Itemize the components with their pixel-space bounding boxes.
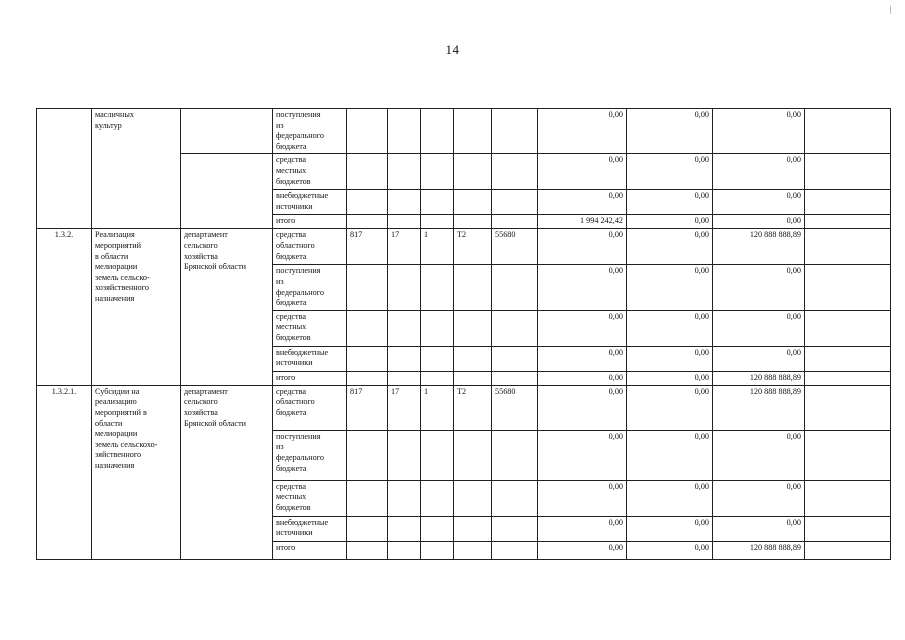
executor-cell: департамент сельского хозяйства Брянской области bbox=[181, 229, 273, 385]
amount-cell: 0,00 bbox=[713, 215, 805, 229]
classification-code-cell bbox=[388, 516, 421, 541]
amount-cell: 0,00 bbox=[627, 215, 713, 229]
classification-code-cell bbox=[421, 371, 454, 385]
classification-code-cell: Т2 bbox=[454, 385, 492, 430]
classification-code-cell bbox=[454, 371, 492, 385]
budget-table bbox=[36, 108, 891, 560]
classification-code-cell bbox=[454, 430, 492, 480]
classification-code-cell bbox=[347, 265, 388, 310]
blank-cell bbox=[805, 371, 891, 385]
classification-code-cell bbox=[421, 541, 454, 559]
blank-cell bbox=[805, 109, 891, 154]
amount-cell: 0,00 bbox=[538, 154, 627, 190]
classification-code-cell bbox=[347, 215, 388, 229]
classification-code-cell bbox=[347, 541, 388, 559]
amount-cell: 0,00 bbox=[538, 109, 627, 154]
table-row bbox=[37, 109, 891, 154]
classification-code-cell bbox=[492, 346, 538, 371]
classification-code-cell bbox=[492, 480, 538, 516]
classification-code-cell bbox=[454, 190, 492, 215]
classification-code-cell bbox=[388, 215, 421, 229]
item-name-cell: Реализация мероприятий в области мелиорации земель сельско- хозяйственного назначения bbox=[92, 229, 181, 385]
item-code-cell bbox=[37, 109, 92, 229]
classification-code-cell bbox=[492, 265, 538, 310]
item-name-cell: масличных культур bbox=[92, 109, 181, 229]
blank-cell bbox=[805, 190, 891, 215]
classification-code-cell bbox=[454, 541, 492, 559]
funding-source-cell: средства местных бюджетов bbox=[273, 154, 347, 190]
amount-cell: 0,00 bbox=[713, 430, 805, 480]
amount-cell: 0,00 bbox=[627, 516, 713, 541]
classification-code-cell bbox=[492, 310, 538, 346]
amount-cell: 120 888 888,89 bbox=[713, 371, 805, 385]
funding-source-cell: итого bbox=[273, 541, 347, 559]
classification-code-cell bbox=[454, 265, 492, 310]
amount-cell: 0,00 bbox=[538, 516, 627, 541]
classification-code-cell: Т2 bbox=[454, 229, 492, 265]
classification-code-cell bbox=[388, 109, 421, 154]
amount-cell: 0,00 bbox=[627, 154, 713, 190]
table-row bbox=[37, 385, 891, 430]
funding-source-cell: внебюджетные источники bbox=[273, 346, 347, 371]
amount-cell: 0,00 bbox=[713, 516, 805, 541]
classification-code-cell bbox=[388, 310, 421, 346]
classification-code-cell bbox=[492, 516, 538, 541]
amount-cell: 0,00 bbox=[538, 430, 627, 480]
scan-mark bbox=[890, 6, 891, 14]
amount-cell: 0,00 bbox=[538, 190, 627, 215]
classification-code-cell bbox=[388, 154, 421, 190]
blank-cell bbox=[805, 310, 891, 346]
amount-cell: 0,00 bbox=[627, 385, 713, 430]
blank-cell bbox=[805, 229, 891, 265]
funding-source-cell: внебюджетные источники bbox=[273, 516, 347, 541]
classification-code-cell bbox=[347, 154, 388, 190]
amount-cell: 0,00 bbox=[538, 385, 627, 430]
classification-code-cell bbox=[388, 190, 421, 215]
item-code-cell: 1.3.2.1. bbox=[37, 385, 92, 559]
classification-code-cell bbox=[454, 310, 492, 346]
blank-cell bbox=[805, 385, 891, 430]
classification-code-cell: 817 bbox=[347, 229, 388, 265]
amount-cell: 0,00 bbox=[627, 346, 713, 371]
funding-source-cell: итого bbox=[273, 215, 347, 229]
executor-cell bbox=[181, 109, 273, 154]
funding-source-cell: поступления из федерального бюджета bbox=[273, 109, 347, 154]
classification-code-cell: 55680 bbox=[492, 229, 538, 265]
amount-cell: 0,00 bbox=[627, 190, 713, 215]
classification-code-cell: 817 bbox=[347, 385, 388, 430]
funding-source-cell: поступления из федерального бюджета bbox=[273, 430, 347, 480]
classification-code-cell bbox=[454, 516, 492, 541]
classification-code-cell: 17 bbox=[388, 229, 421, 265]
amount-cell: 1 994 242,42 bbox=[538, 215, 627, 229]
classification-code-cell bbox=[347, 430, 388, 480]
blank-cell bbox=[805, 215, 891, 229]
amount-cell: 0,00 bbox=[713, 346, 805, 371]
amount-cell: 0,00 bbox=[627, 265, 713, 310]
amount-cell: 0,00 bbox=[538, 310, 627, 346]
classification-code-cell bbox=[492, 541, 538, 559]
amount-cell: 0,00 bbox=[713, 154, 805, 190]
amount-cell: 0,00 bbox=[627, 430, 713, 480]
classification-code-cell bbox=[421, 516, 454, 541]
classification-code-cell bbox=[492, 154, 538, 190]
amount-cell: 0,00 bbox=[538, 480, 627, 516]
classification-code-cell bbox=[388, 541, 421, 559]
amount-cell: 0,00 bbox=[538, 371, 627, 385]
blank-cell bbox=[805, 430, 891, 480]
classification-code-cell: 1 bbox=[421, 385, 454, 430]
classification-code-cell bbox=[347, 480, 388, 516]
classification-code-cell bbox=[347, 346, 388, 371]
classification-code-cell bbox=[421, 430, 454, 480]
blank-cell bbox=[805, 480, 891, 516]
item-code-cell: 1.3.2. bbox=[37, 229, 92, 385]
classification-code-cell bbox=[388, 480, 421, 516]
amount-cell: 0,00 bbox=[627, 541, 713, 559]
amount-cell: 120 888 888,89 bbox=[713, 229, 805, 265]
funding-source-cell: средства областного бюджета bbox=[273, 229, 347, 265]
item-name-cell: Субсидии на реализацию мероприятий в области мелиорации земель сельскохо- зяйственного назначения bbox=[92, 385, 181, 559]
classification-code-cell bbox=[347, 190, 388, 215]
funding-source-cell: средства местных бюджетов bbox=[273, 310, 347, 346]
blank-cell bbox=[805, 541, 891, 559]
classification-code-cell bbox=[454, 154, 492, 190]
classification-code-cell: 17 bbox=[388, 385, 421, 430]
funding-source-cell: внебюджетные источники bbox=[273, 190, 347, 215]
amount-cell: 0,00 bbox=[713, 310, 805, 346]
classification-code-cell bbox=[421, 215, 454, 229]
amount-cell: 0,00 bbox=[627, 371, 713, 385]
amount-cell: 0,00 bbox=[713, 109, 805, 154]
amount-cell: 120 888 888,89 bbox=[713, 541, 805, 559]
classification-code-cell bbox=[454, 215, 492, 229]
classification-code-cell bbox=[421, 310, 454, 346]
page-number: 14 bbox=[445, 42, 460, 57]
classification-code-cell bbox=[347, 109, 388, 154]
classification-code-cell bbox=[454, 480, 492, 516]
funding-source-cell: итого bbox=[273, 371, 347, 385]
amount-cell: 0,00 bbox=[627, 310, 713, 346]
amount-cell: 0,00 bbox=[713, 265, 805, 310]
blank-cell bbox=[805, 516, 891, 541]
blank-cell bbox=[805, 154, 891, 190]
classification-code-cell bbox=[492, 215, 538, 229]
classification-code-cell bbox=[492, 109, 538, 154]
classification-code-cell bbox=[421, 265, 454, 310]
classification-code-cell bbox=[421, 154, 454, 190]
funding-source-cell: поступления из федерального бюджета bbox=[273, 265, 347, 310]
classification-code-cell bbox=[492, 430, 538, 480]
classification-code-cell bbox=[388, 430, 421, 480]
amount-cell: 0,00 bbox=[627, 229, 713, 265]
funding-source-cell: средства областного бюджета bbox=[273, 385, 347, 430]
classification-code-cell bbox=[421, 480, 454, 516]
amount-cell: 0,00 bbox=[713, 190, 805, 215]
classification-code-cell: 1 bbox=[421, 229, 454, 265]
classification-code-cell bbox=[492, 190, 538, 215]
executor-cell: департамент сельского хозяйства Брянской области bbox=[181, 385, 273, 559]
amount-cell: 0,00 bbox=[538, 541, 627, 559]
amount-cell: 0,00 bbox=[627, 480, 713, 516]
classification-code-cell bbox=[347, 310, 388, 346]
classification-code-cell bbox=[388, 371, 421, 385]
executor-cell bbox=[181, 154, 273, 229]
amount-cell: 0,00 bbox=[538, 229, 627, 265]
classification-code-cell bbox=[421, 109, 454, 154]
classification-code-cell bbox=[454, 346, 492, 371]
table-row bbox=[37, 229, 891, 265]
classification-code-cell bbox=[421, 346, 454, 371]
amount-cell: 0,00 bbox=[713, 480, 805, 516]
amount-cell: 0,00 bbox=[627, 109, 713, 154]
classification-code-cell bbox=[492, 371, 538, 385]
classification-code-cell bbox=[347, 371, 388, 385]
classification-code-cell: 55680 bbox=[492, 385, 538, 430]
classification-code-cell bbox=[421, 190, 454, 215]
funding-source-cell: средства местных бюджетов bbox=[273, 480, 347, 516]
classification-code-cell bbox=[454, 109, 492, 154]
classification-code-cell bbox=[388, 265, 421, 310]
blank-cell bbox=[805, 265, 891, 310]
amount-cell: 0,00 bbox=[538, 346, 627, 371]
classification-code-cell bbox=[388, 346, 421, 371]
amount-cell: 0,00 bbox=[538, 265, 627, 310]
amount-cell: 120 888 888,89 bbox=[713, 385, 805, 430]
classification-code-cell bbox=[347, 516, 388, 541]
blank-cell bbox=[805, 346, 891, 371]
